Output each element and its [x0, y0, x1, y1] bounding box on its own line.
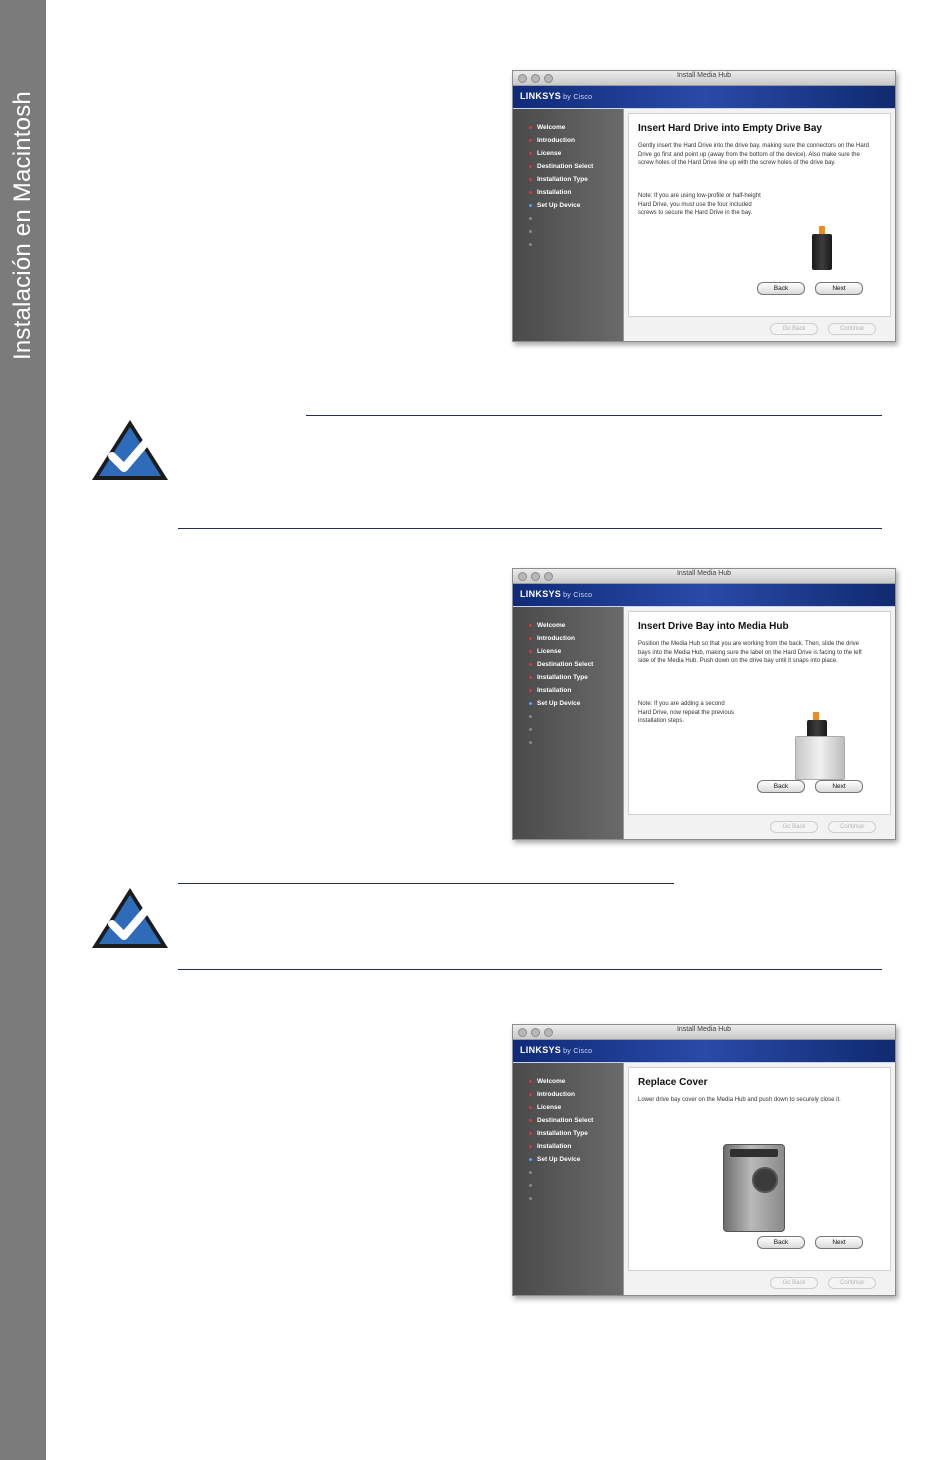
step-blurred: [513, 1192, 623, 1205]
note-rule-top: [178, 883, 674, 884]
step-introduction: Introduction: [513, 1088, 623, 1101]
step-note: Note: If you are adding a second Hard Drive, now repeat the previous installation steps.: [638, 701, 735, 724]
installer-screenshot-1: [512, 70, 896, 342]
hub-top-slot: [730, 1149, 778, 1157]
hard-drive-illustration: [812, 234, 832, 270]
step-blurred: [513, 225, 623, 238]
side-tab-label: Instalación en Macintosh: [9, 91, 36, 360]
continue-button[interactable]: Continue: [828, 1277, 876, 1289]
brand-bar: [513, 86, 895, 110]
step-blurred: [513, 212, 623, 225]
step-license: License: [513, 1101, 623, 1114]
installer-content: [623, 607, 895, 839]
step-destination: Destination Select: [513, 658, 623, 671]
step-installation-type: Installation Type: [513, 671, 623, 684]
step-set-up-device: Set Up Device: [513, 1153, 623, 1166]
back-button[interactable]: Back: [757, 282, 805, 295]
side-tab: [0, 0, 46, 1460]
go-back-button[interactable]: Go Back: [770, 821, 818, 833]
step-license: License: [513, 147, 623, 160]
step-body: Gently insert the Hard Drive into the drive bay, making sure the connectors on the Hard Drive go first and point up (away from the bottom of the device). Also make sure the screw holes of the Hard Drive line up with the screw holes of the drive bay.: [638, 143, 870, 166]
step-destination: Destination Select: [513, 1114, 623, 1127]
continue-button[interactable]: Continue: [828, 821, 876, 833]
brand-bar: [513, 1040, 895, 1064]
step-blurred: [513, 1179, 623, 1192]
note-rule-bottom: [178, 528, 882, 529]
hub-speaker-circle: [752, 1167, 778, 1193]
step-welcome: Welcome: [513, 1075, 623, 1088]
step-heading: Insert Hard Drive into Empty Drive Bay: [638, 123, 822, 134]
go-back-button[interactable]: Go Back: [770, 323, 818, 335]
brand-bar: [513, 584, 895, 608]
step-body: Position the Media Hub so that you are working from the back. Then, slide the drive bays into the Media Hub, making sure the label on the Hard Drive is facing to the left side of the Media Hub. Push down on the drive bay until it snaps into place.: [638, 641, 862, 664]
window-titlebar: [513, 569, 895, 584]
step-set-up-device: Set Up Device: [513, 199, 623, 212]
step-heading: Insert Drive Bay into Media Hub: [638, 621, 789, 632]
installer-content: [623, 1063, 895, 1295]
checkmark-note-icon: [90, 886, 170, 952]
content-box: [628, 113, 891, 317]
installer-screenshot-2: [512, 568, 896, 840]
step-note: Note: If you are using low-profile or half-height Hard Drive, you must use the four included screws to secure the Hard Drive in the bay.: [638, 193, 761, 216]
installer-steps: [513, 1063, 623, 1295]
step-introduction: Introduction: [513, 632, 623, 645]
checkmark-note-icon: [90, 418, 170, 484]
back-button[interactable]: Back: [757, 780, 805, 793]
content-box: [628, 611, 891, 815]
brand-logo: LINKSYS by Cisco: [520, 589, 593, 599]
step-set-up-device: Set Up Device: [513, 697, 623, 710]
window-title: Install Media Hub: [676, 1026, 732, 1033]
step-installation-type: Installation Type: [513, 173, 623, 186]
step-installation: Installation: [513, 684, 623, 697]
step-installation-type: Installation Type: [513, 1127, 623, 1140]
step-welcome: Welcome: [513, 121, 623, 134]
installer-content: [623, 109, 895, 341]
step-installation: Installation: [513, 1140, 623, 1153]
brand-logo: LINKSYS by Cisco: [520, 91, 593, 101]
step-destination: Destination Select: [513, 160, 623, 173]
brand-logo: LINKSYS by Cisco: [520, 1045, 593, 1055]
step-body: Lower drive bay cover on the Media Hub and push down to securely close it.: [638, 1097, 841, 1103]
step-installation: Installation: [513, 186, 623, 199]
note-rule-top: [306, 415, 882, 416]
step-blurred: [513, 736, 623, 749]
step-license: License: [513, 645, 623, 658]
step-heading: Replace Cover: [638, 1077, 708, 1088]
step-blurred: [513, 1166, 623, 1179]
next-button[interactable]: Next: [815, 780, 863, 793]
step-welcome: Welcome: [513, 619, 623, 632]
window-title: Install Media Hub: [676, 72, 732, 79]
step-blurred: [513, 710, 623, 723]
window-title: Install Media Hub: [676, 570, 732, 577]
next-button[interactable]: Next: [815, 1236, 863, 1249]
window-titlebar: [513, 71, 895, 86]
continue-button[interactable]: Continue: [828, 323, 876, 335]
installer-steps: [513, 607, 623, 839]
step-blurred: [513, 723, 623, 736]
go-back-button[interactable]: Go Back: [770, 1277, 818, 1289]
back-button[interactable]: Back: [757, 1236, 805, 1249]
content-box: [628, 1067, 891, 1271]
note-rule-bottom: [178, 969, 882, 970]
step-blurred: [513, 238, 623, 251]
drive-bay-illustration: [795, 736, 845, 780]
next-button[interactable]: Next: [815, 282, 863, 295]
window-titlebar: [513, 1025, 895, 1040]
step-introduction: Introduction: [513, 134, 623, 147]
installer-screenshot-3: [512, 1024, 896, 1296]
media-hub-illustration: [723, 1144, 785, 1232]
installer-steps: [513, 109, 623, 341]
